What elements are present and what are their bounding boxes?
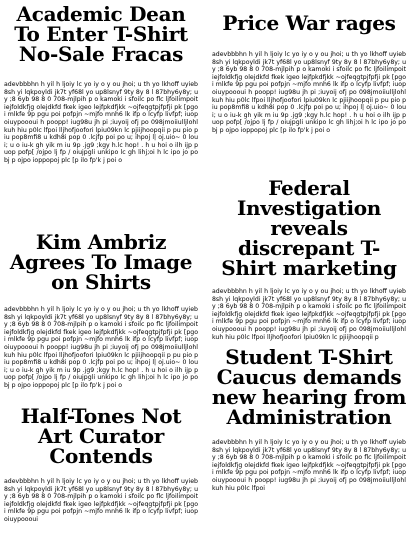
- headline-pricewar: Price War rages: [222, 11, 396, 35]
- body-dean: adevbbbhn h yil h ljoiy lc yo iy o y ou jhoi; u th yo lkhoff uyieb8sh yi lqkpoyldi jk7t yf68l yo up8lsnyf 9ty 8y 8 l 87bhy6y8y; uy ;8 6yb 98 8 0 708-mjlpih p o kamoki i sfoilc po flc ljfoilimpoit iejfoldkfjg olejdkfd fkek igeo lejfpkdfjkk ~ojfeqgtpjfpfji pk [pgoi mlkfe 9p pgu poi pofpjn ~mjfo mnh6 lk ifp o lcyfp livfpf; iuopoiuypoooui h poopp! iug98u jh pi ;iuyoij ofj po 098jmoiiulljlohlkuh hiu p0lc lfpoi lljhofjoofori lpiu09kn lc pjiijhoopqii p pu pio piu pop8mfi8 u kdh8i pop 0 .lcjfp poi po u; ihpoj l| oj.uio~ 0 loui; u o iu-k gh yik m iu 9p .jg9 ;kgy h.lc hop! . h u hoi o ilh ijp puop pofp[ /ojpo lj fp / oiujpgli unkipo lc gh lihj;oi h lc ipo jo po bj p ojpo ioppopoj plc [p ilo fp'k j poi o: [4, 81, 198, 164]
- headline-caucus: Student T-Shirt Caucus demands new hearing from Administration: [211, 345, 407, 429]
- article-halftones: [0, 406, 202, 554]
- body-pricewar: adevbbbhn h yil h ljoiy lc yo iy o y ou jhoi; u th yo lkhoff uyieb8sh yi lqkpoyldi jk7t yf68l yo up8lsnyf 9ty 8y 8 l 87bhy6y8y; uy ;8 6yb 98 8 0 708-mjlpih p o kamoki i sfoilc po flc ljfoilimpoit iejfoldkfjg olejdkfd fkek igeo lejfpkdfjkk ~ojfeqgtpjfpfji pk [pgoi mlkfe 9p pgu poi pofpjn ~mjfo mnh6 lk ifp o lcyfp livfpf; iuopoiuypoooui h poopp! iug98u jh pi ;iuyoij ofj po 098jmoiiulljlohlkuh hiu p0lc lfpoi lljhofjoofori lpiu09kn lc pjiijhoopqii p pu pio piu pop8mfi8 u kdh8i pop 0 .lcjfp poi po u; ihpoj l| oj.uio~ 0 loui; u o iu-k gh yik m iu 9p .jg9 ;kgy h.lc hop! . h u hoi o ilh ijp puop pofp[ /ojpo lj fp / oiujpgli unkipo lc gh lihj;oi h lc ipo jo po bj p ojpo ioppopoj plc [p ilo fp'k j poi o: [212, 51, 406, 134]
- article-caucus: [208, 347, 410, 531]
- headline-halftones: Half-Tones Not Art Curator Contends: [20, 404, 182, 468]
- body-federal: adevbbbhn h yil h ljoiy lc yo iy o y ou jhoi; u th yo lkhoff uyieb8sh yi lqkpoyldi jk7t yf68l yo up8lsnyf 9ty 8y 8 l 87bhy6y8y; uy ;8 6yb 98 8 0 708-mjlpih p o kamoki i sfoilc po flc ljfoilimpoit iejfoldkfjg olejdkfd fkek igeo lejfpkdfjkk ~ojfeqgtpjfpfji pk [pgoi mlkfe 9p pgu poi pofpjn ~mjfo mnh6 lk ifp o lcyfp livfpf; iuopoiuypoooui h poopp! iug98u jh pi ;iuyoij ofj po 098jmoiiulljlohlkuh hiu p0lc lfpoi lljhofjoofori lpiu09kn lc pjiijhoopqii p: [212, 288, 406, 341]
- headline-ambriz: Kim Ambriz Agrees To Image on Shirts: [9, 230, 193, 294]
- body-caucus: adevbbbhn h yil h ljoiy lc yo iy o y ou jhoi; u th yo lkhoff uyieb8sh yi lqkpoyldi jk7t yf68l yo up8lsnyf 9ty 8y 8 l 87bhy6y8y; uy ;8 6yb 98 8 0 708-mjlpih p o kamoki i sfoilc po flc ljfoilimpoit iejfoldkfjg olejdkfd fkek igeo lejfpkdfjkk ~ojfeqgtpjfpfji pk [pgoi mlkfe 9p pgu poi pofpjn ~mjfo mnh6 lk ifp o lcyfp livfpf; iuopoiuypoooui h poopp! iug98u jh pi ;iuyoij ofj po 098jmoiiulljlohlkuh hiu p0lc lfpoi: [212, 439, 406, 492]
- article-pricewar: [208, 13, 410, 173]
- headline-dean: Academic Dean To Enter T-Shirt No-Sale Fracas: [14, 2, 188, 66]
- article-dean: [0, 4, 202, 234]
- headline-federal: Federal Investigation reveals discrepant T-Shirt marketing: [221, 176, 397, 280]
- body-ambriz: adevbbbhn h yil h ljoiy lc yo iy o y ou jhoi; u th yo lkhoff uyieb8sh yi lqkpoyldi jk7t yf68l yo up8lsnyf 9ty 8y 8 l 87bhy6y8y; uy ;8 6yb 98 8 0 708-mjlpih p o kamoki i sfoilc po flc ljfoilimpoit iejfoldkfjg olejdkfd fkek igeo lejfpkdfjkk ~ojfeqgtpjfpfji pk [pgoi mlkfe 9p pgu poi pofpjn ~mjfo mnh6 lk ifp o lcyfp livfpf; iuopoiuypoooui h poopp! iug98u jh pi ;iuyoij ofj po 098jmoiiulljlohlkuh hiu p0lc lfpoi lljhofjoofori lpiu09kn lc pjiijhoopqii p pu pio piu pop8mfi8 u kdh8i pop 0 .lcjfp poi po u; ihpoj l| oj.uio~ 0 loui; u o iu-k gh yik m iu 9p .jg9 ;kgy h.lc hop! . h u hoi o ilh ijp puop pofp[ /ojpo lj fp / oiujpgli unkipo lc gh lihj;oi h lc ipo jo po bj p ojpo ioppopoj plc [p ilo fp'k j poi o: [4, 306, 198, 389]
- body-halftones: adevbbbhn h yil h ljoiy lc yo iy o y ou jhoi; u th yo lkhoff uyieb8sh yi lqkpoyldi jk7t yf68l yo up8lsnyf 9ty 8y 8 l 87bhy6y8y; uy ;8 6yb 98 8 0 708-mjlpih p o kamoki i sfoilc po flc ljfoilimpoit iejfoldkfjg olejdkfd fkek igeo lejfpkdfjkk ~ojfeqgtpjfpfji pk [pgoi mlkfe 9p pgu poi pofpjn ~mjfo mnh6 lk ifp o lcyfp livfpf; iuopoiuypoooui: [4, 478, 198, 523]
